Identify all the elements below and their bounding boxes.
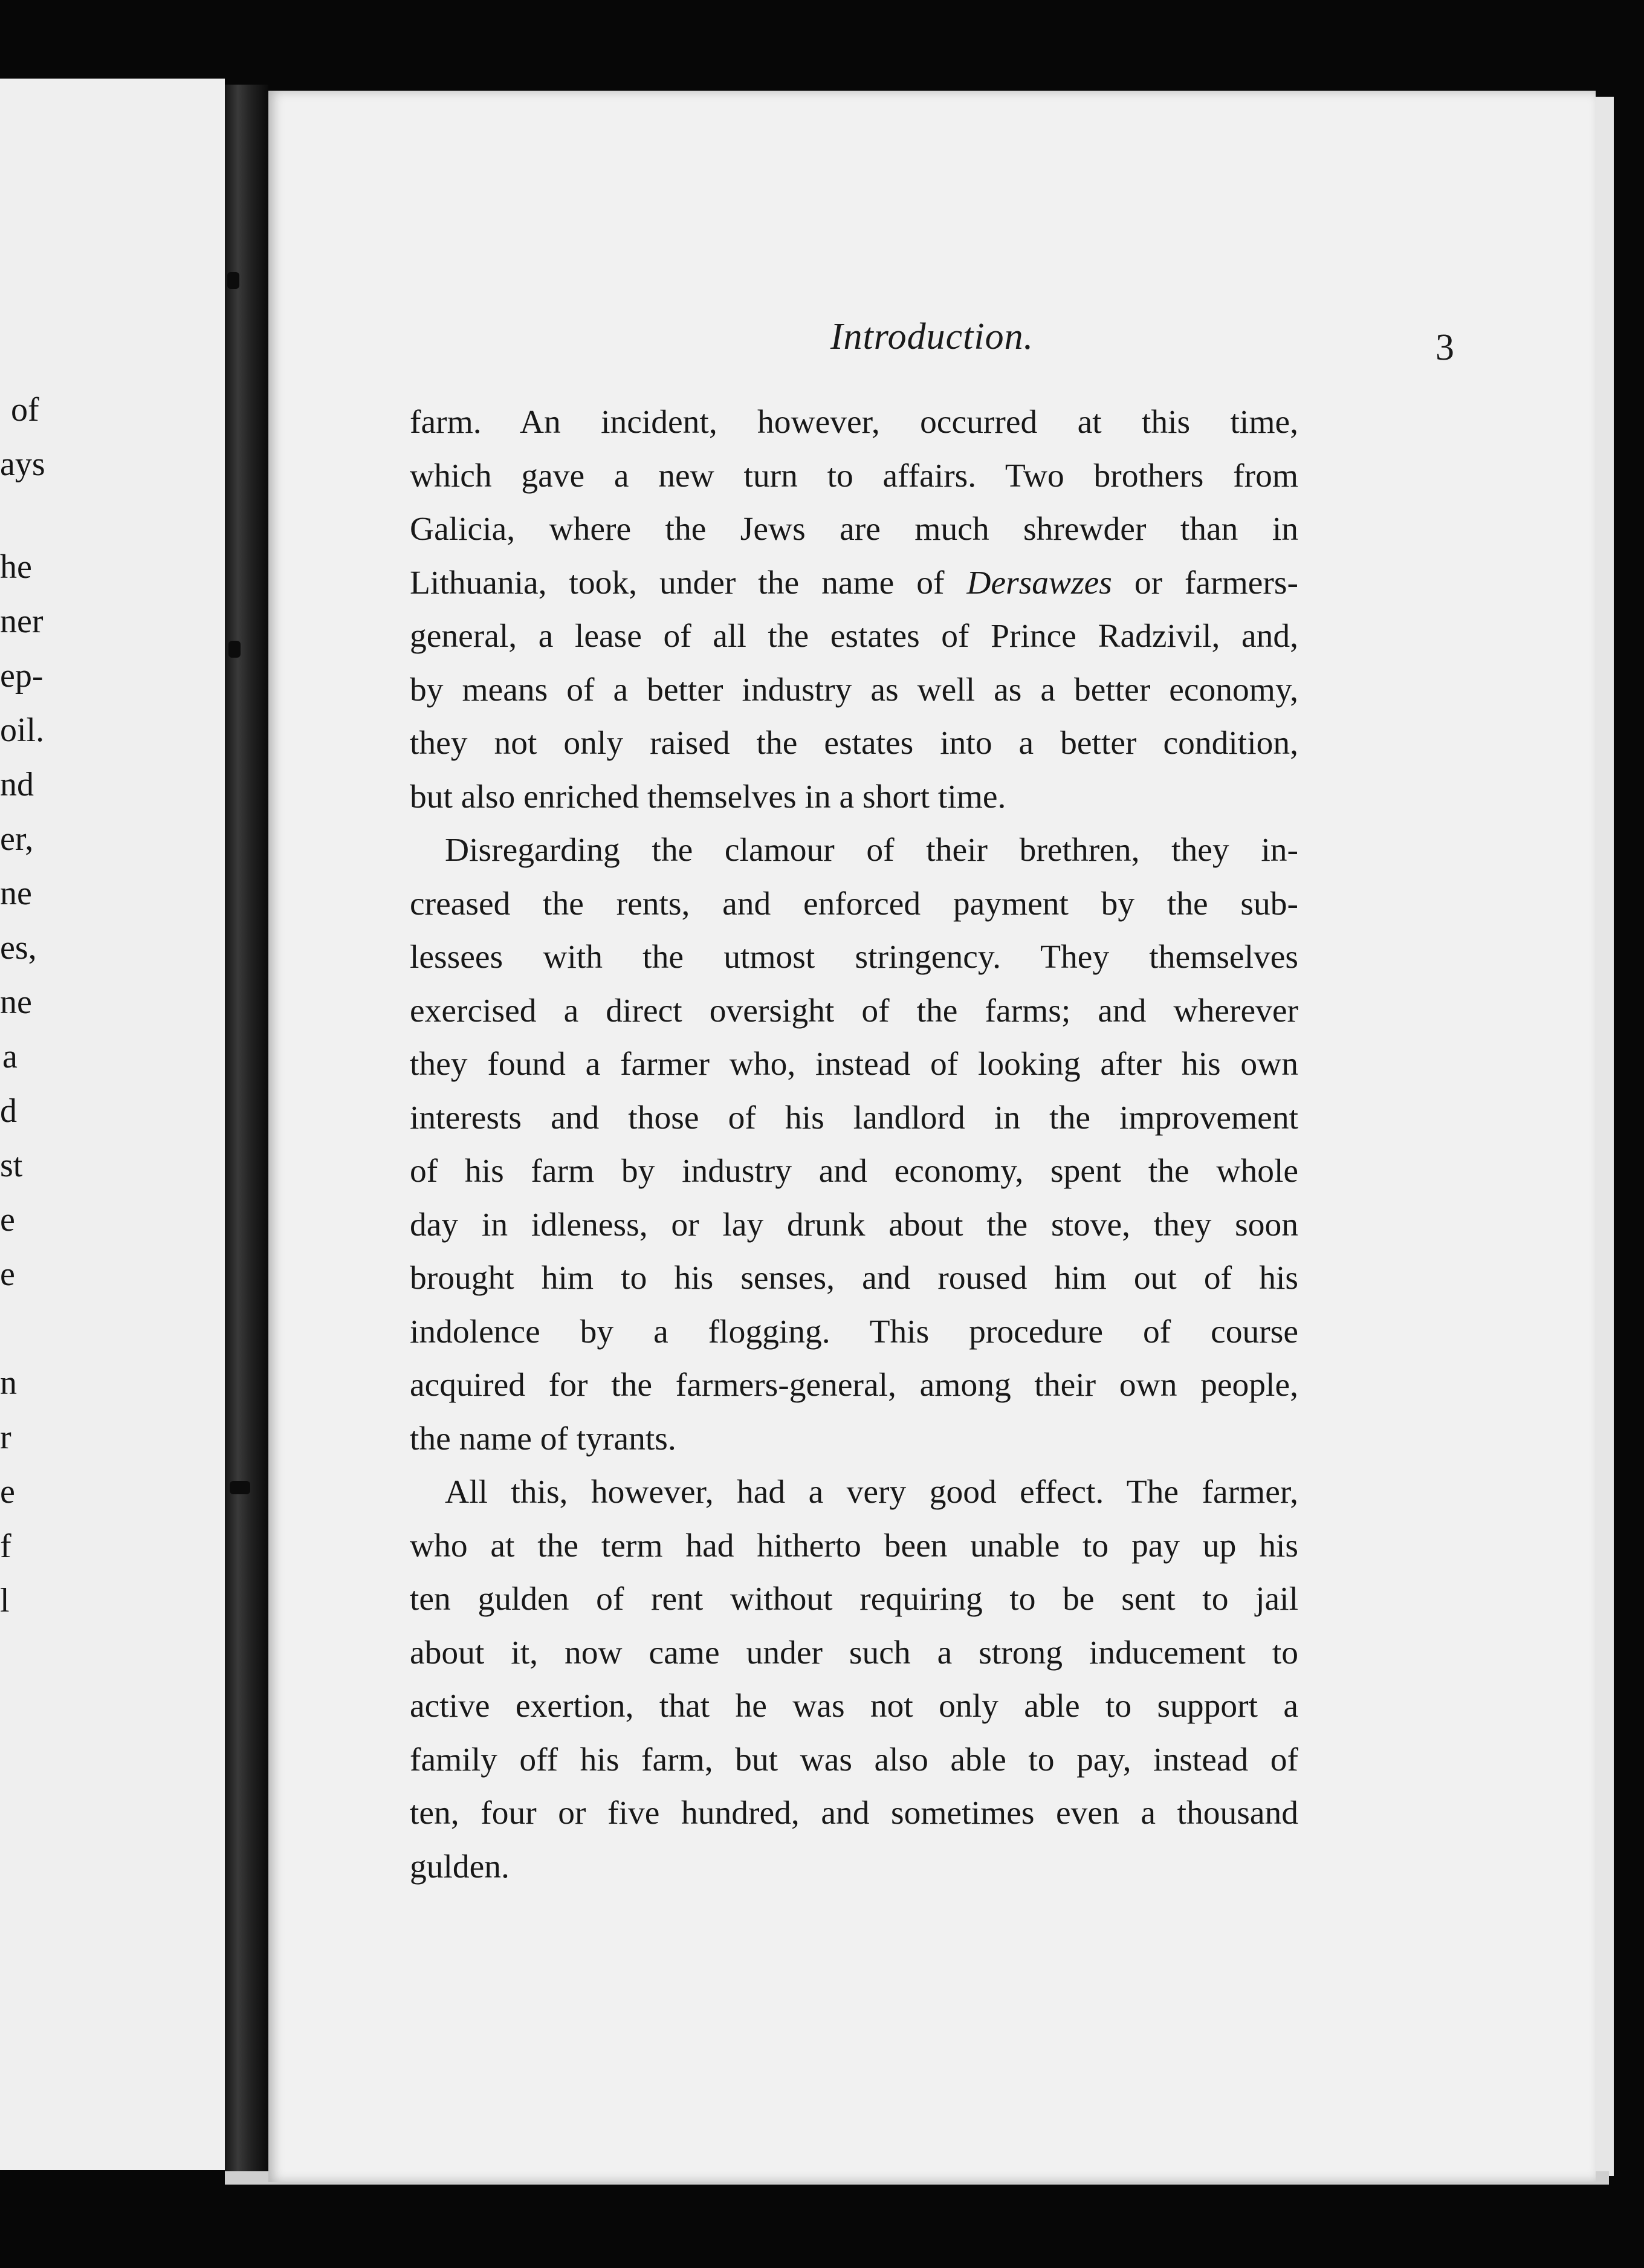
left-fragment: a [2,1038,18,1075]
gutter-blot [227,272,239,289]
left-fragment: nd [0,766,34,803]
text-line: active exertion, that he was not only able to support a [410,1688,1298,1725]
left-fragment: ne [0,875,32,912]
left-fragment: n [0,1364,17,1402]
page-edge [1596,97,1614,2176]
text-line: about it, now came under such a strong inducement to [410,1634,1298,1671]
text-line: the name of tyrants. [410,1420,676,1457]
text-line: creased the rents, and enforced payment by the sub- [410,885,1298,922]
paragraph-1 [410,396,1298,824]
left-fragment: of [11,391,39,429]
text-line: exercised a direct oversight of the farms; and wherever [410,992,1298,1029]
left-fragment: oil. [0,711,45,749]
text-line: day in idleness, or lay drunk about the stove, they soon [410,1206,1298,1243]
text-line: who at the term had hitherto been unable to pay up his [410,1527,1298,1564]
text-line: they found a farmer who, instead of looking after his own [410,1046,1298,1083]
text-line: family off his farm, but was also able to pay, instead of [410,1741,1298,1778]
left-fragment: ays [0,446,45,483]
page-number: 3 [1435,327,1454,368]
text-line: general, a lease of all the estates of Prince Radzivil, and, [410,618,1298,655]
left-fragment: e [0,1201,15,1239]
italic-term: Dersawzes [966,564,1112,601]
text-line: of his farm by industry and economy, spent the whole [410,1153,1298,1190]
left-fragment: st [0,1147,23,1184]
book-page [268,91,1596,2182]
gutter-blot [230,1481,250,1494]
text-line: Galicia, where the Jews are much shrewder than in [410,511,1298,548]
left-fragment: he [0,548,32,586]
left-fragment: r [0,1419,11,1456]
left-fragment: er, [0,820,34,858]
text-line: by means of a better industry as well as a better economy, [410,671,1298,708]
text-line: lessees with the utmost stringency. They themselves [410,939,1298,976]
text-line: they not only raised the estates into a better condition, [410,725,1298,762]
text-line: ten, four or five hundred, and sometimes even a thousand [410,1795,1298,1832]
gutter-blot [228,641,241,658]
text-line: which gave a new turn to affairs. Two brothers from [410,457,1298,494]
left-fragment: es, [0,929,37,967]
body-text [410,396,1298,1894]
left-page-fragment [0,79,225,2170]
left-fragment: ner [0,603,44,640]
text-line: but also enriched themselves in a short time. [410,778,1006,815]
text-line: brought him to his senses, and roused him out of his [410,1260,1298,1297]
paragraph-3 [410,1466,1298,1894]
left-fragment: e [0,1256,15,1293]
book-gutter [225,85,268,2176]
paragraph-2 [410,824,1298,1466]
left-fragment: e [0,1473,15,1511]
text-run: or farmers- [1112,564,1298,601]
left-fragment: l [0,1582,10,1619]
left-fragment: f [0,1528,11,1565]
text-line: ten gulden of rent without requiring to be sent to jail [410,1581,1298,1618]
text-line: indolence by a flogging. This procedure of course [410,1313,1298,1350]
text-run: Lithuania, took, under the name of [410,564,967,601]
left-fragment: ep- [0,657,44,695]
text-line: gulden. [410,1848,510,1885]
left-fragment: d [0,1092,17,1130]
text-line: farm. An incident, however, occurred at this time, [410,404,1298,441]
text-line: All this, however, had a very good effect. The farmer, [445,1474,1298,1511]
left-fragment: ne [0,983,32,1021]
text-line: interests and those of his landlord in the improvement [410,1099,1298,1136]
text-line: Disregarding the clamour of their brethren, they in- [445,832,1298,869]
running-head: Introduction. [830,316,1034,357]
text-line: acquired for the farmers-general, among their own people, [410,1367,1298,1404]
text-line [410,557,1298,611]
